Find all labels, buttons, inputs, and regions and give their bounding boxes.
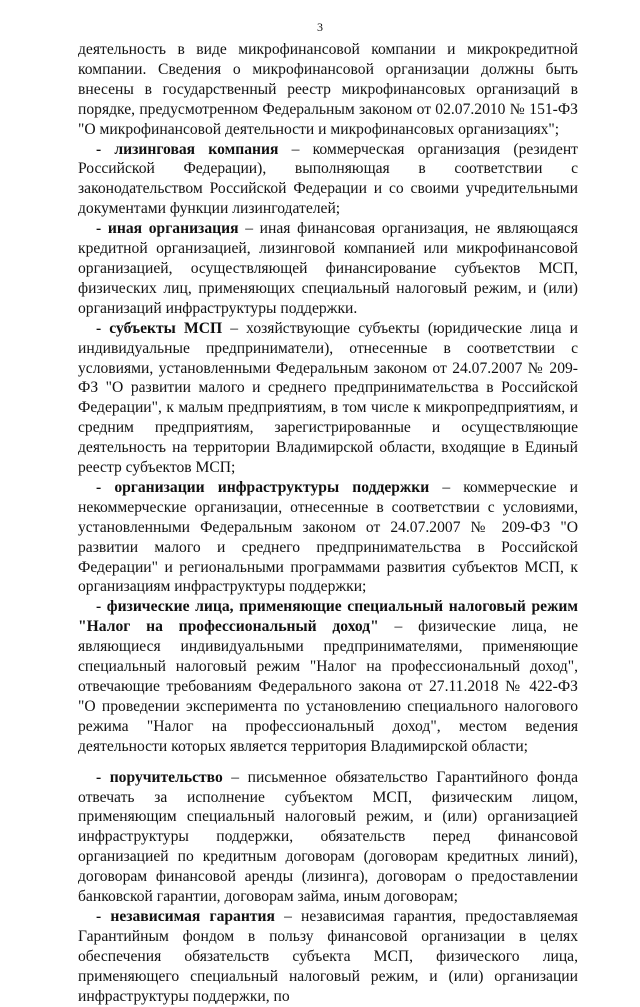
definition-surety	[78, 768, 578, 907]
definition-self-employed	[78, 597, 578, 756]
paragraph-mfo-continuation	[78, 40, 578, 140]
definition-text: – физические лица, не являющиеся индивидуальными предпринимателями, применяющие специальный налоговый режим "Налог на профессиональный доход", отвечающие требованиям Федерального закона от 27.11.2018 № 422-ФЗ "О проведении эксперимента по установлению специального налогового режима "Налог на профессиональный доход", местом ведения деятельности которых является территория Владимирской области;	[78, 618, 578, 755]
definition-leasing-company	[78, 140, 578, 220]
page-number: 3	[317, 20, 323, 34]
definition-text: – независимая гарантия, предоставляемая Гарантийным фондом в пользу финансовой организации в целях обеспечения обязательств субъекта МСП, физического лица, применяющего специальный налоговый режим, и (или) организации инфраструктуры поддержки, по	[78, 907, 578, 1005]
definition-independent-guarantee	[78, 907, 578, 1007]
definition-term: - организации инфраструктуры поддержки	[96, 478, 430, 496]
definition-text: – иная финансовая организация, не являющаяся кредитной организацией, лизинговой компанией или микрофинансовой организацией, осуществляющей финансирование субъектов МСП, физических лиц, применяющих специальный налоговый режим, и (или) организаций инфраструктуры поддержки.	[78, 220, 578, 317]
definition-sme-subjects	[78, 319, 578, 478]
definition-text: – письменное обязательство Гарантийного фонда отвечать за исполнение субъектом МСП, физическим лицом, применяющим специальный налоговый режим, и (или) организацией инфраструктуры поддержки, обязательств перед финансовой организацией по кредитным договорам (договорам кредитных линий), договорам финансовой аренды (лизинга), договорам о предоставлении банковской гарантии, договорам займа, иным договорам;	[78, 768, 578, 906]
document-body	[78, 40, 578, 1007]
definition-text: – коммерческие и некоммерческие организации, отнесенные в соответствии с условиями, установленными Федеральным законом от 24.07.2007 № 209-ФЗ "О развитии малого и среднего предпринимательства в Российской Федерации" и региональными программами развития субъектов МСП, к организациям инфраструктуры поддержки;	[78, 478, 578, 596]
definition-support-infrastructure	[78, 478, 578, 597]
definition-term: - субъекты МСП	[96, 319, 223, 337]
definition-text: – коммерческая организация (резидент Российской Федерации), выполняющая в соответствии с законодательством Российской Федерации и со своими учредительными документами функции лизингодателей;	[78, 140, 578, 218]
definition-term: - лизинговая компания	[96, 140, 279, 158]
paragraph-text: деятельность в виде микрофинансовой компании и микрокредитной компании. Сведения о микрофинансовой организации должны быть внесены в государственный реестр микрофинансовых организаций в порядке, предусмотренном Федеральным законом от 02.07.2010 № 151-ФЗ "О микрофинансовой деятельности и микрофинансовых организациях";	[78, 41, 578, 138]
definition-other-organization	[78, 219, 578, 319]
definition-term: - иная организация	[96, 220, 239, 238]
definition-term: - физические лица, применяющие специальный налоговый режим "Налог на профессиональный доход"	[78, 598, 578, 636]
definition-term: - независимая гарантия	[96, 907, 275, 925]
definition-text: – хозяйствующие субъекты (юридические лица и индивидуальные предприниматели), отнесенные в соответствии с условиями, установленными Федеральным законом от 24.07.2007 № 209-ФЗ "О развитии малого и среднего предпринимательства в Российской Федерации", к малым предприятиям, в том числе к микропредприятиям, и средним предприятиям, зарегистрированные и осуществляющие деятельность на территории Владимирской области, входящие в Единый реестр субъектов МСП;	[78, 319, 578, 477]
definition-term: - поручительство	[96, 768, 223, 786]
